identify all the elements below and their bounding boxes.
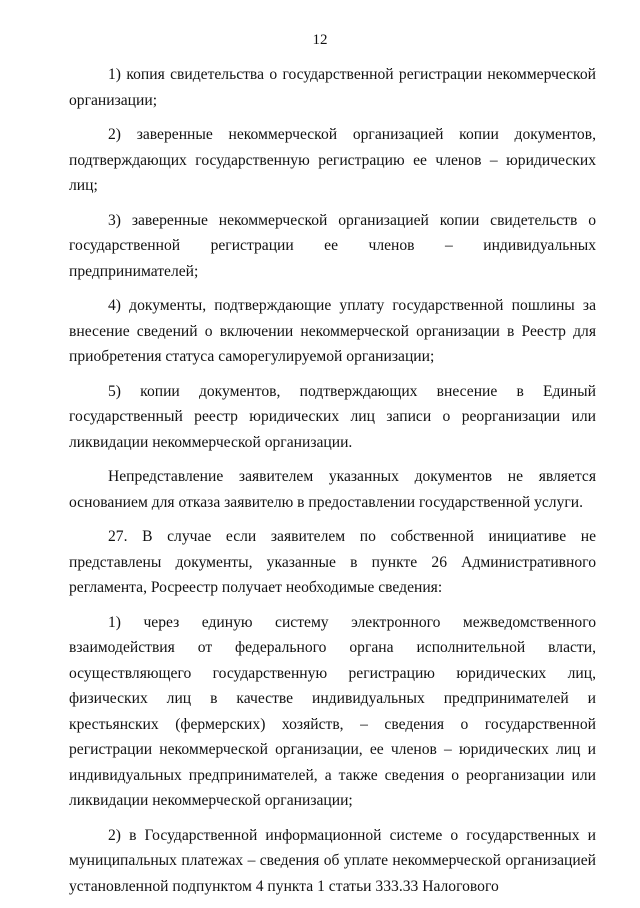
- list-item-3-member-entrepreneurs: 3) заверенные некоммерческой организацией копии свидетельств о государственной регистрации ее членов – индивидуальных предпринимателей;: [69, 211, 596, 280]
- page-number: 12: [312, 32, 328, 48]
- list-item-2-member-legal-entities: 2) заверенные некоммерческой организацией копии документов, подтверждающих государственную регистрацию ее членов – юридических лиц;: [69, 126, 596, 194]
- clause-27-item-1: 1) через единую систему электронного межведомственного взаимодействия от федерального органа исполнительной власти, осуществляющего государственную регистрацию юридических лиц, физических лиц в качестве индивидуальных предпринимателей и крестьянских (фермерских) хозяйств, – сведения о государственной регистрации некоммерческой организации, ее членов – юридических лиц и индивидуальных предпринимателей, а также сведения о реорганизации или ликвидации некоммерческой организации;: [69, 613, 596, 809]
- list-item-4-state-duty: 4) документы, подтверждающие уплату государственной пошлины за внесение сведений о включении некоммерческой организации в Реестр для приобретения статуса саморегулируемой организации;: [69, 297, 596, 365]
- clause-27-intro: 27. В случае если заявителем по собственной инициативе не представлены документы, указанные в пункте 26 Административного регламента, Росреестр получает необходимые сведения:: [69, 528, 596, 596]
- list-item-5-reorganization-records: 5) копии документов, подтверждающих внесение в Единый государственный реестр юридических лиц записи о реорганизации или ликвидации некоммерческой организации.: [69, 382, 596, 451]
- list-item-1-nonprofit-certificate: 1) копия свидетельства о государственной регистрации некоммерческой организации;: [69, 66, 596, 109]
- non-submission-note: Непредставление заявителем указанных документов не является основанием для отказа заявителю в предоставлении государственной услуги.: [69, 468, 596, 511]
- clause-27-item-2: 2) в Государственной информационной системе о государственных и муниципальных платежах – сведения об уплате некоммерческой организацией установленной подпунктом 4 пункта 1 статьи 333.33 Налогового: [69, 826, 596, 895]
- document-body: [69, 62, 596, 908]
